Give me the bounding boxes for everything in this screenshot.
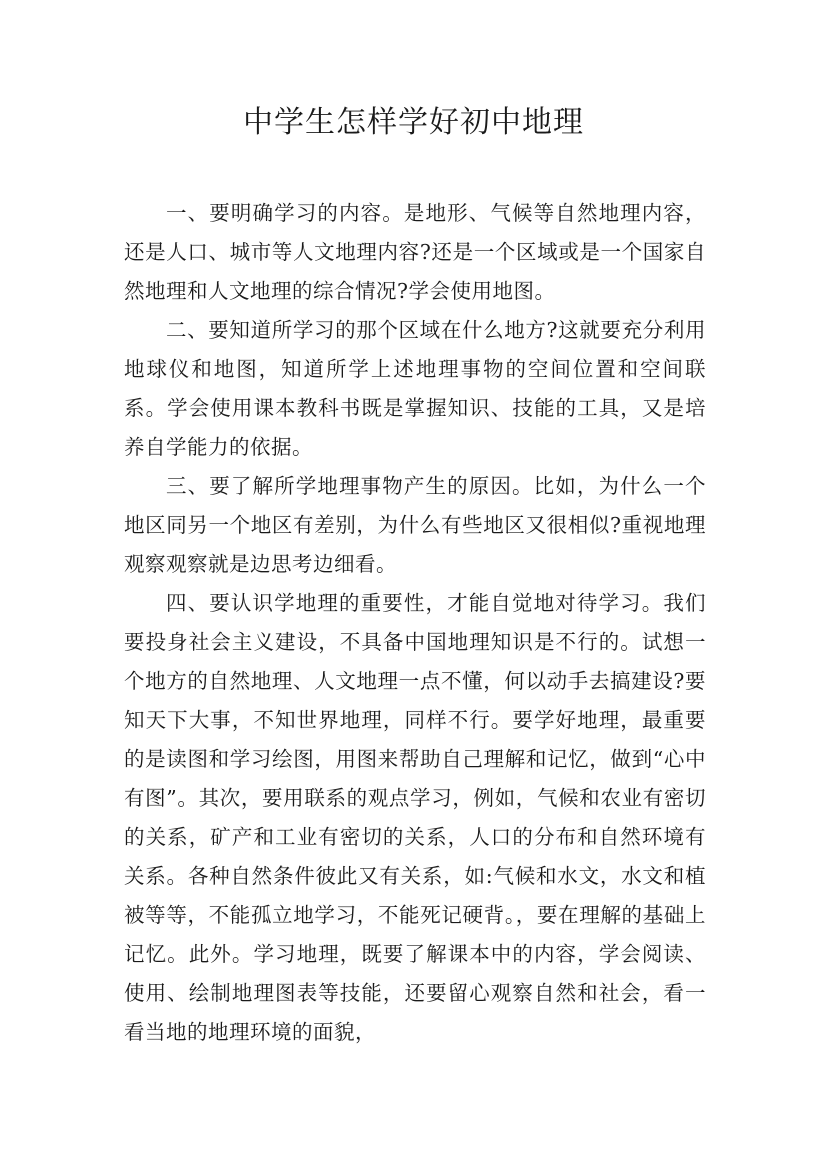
paragraph-4: 四、要认识学地理的重要性，才能自觉地对待学习。我们要投身社会主义建设，不具备中国地理知识是不行的。试想一个地方的自然地理、人文地理一点不懂，何以动手去搞建设?要知天下大事，不知世界地理，同样不行。要学好地理，最重要的是读图和学习绘图，用图来帮助自己理解和记忆，做到“心中有图”。其次，要用联系的观点学习，例如，气候和农业有密切的关系，矿产和工业有密切的关系，人口的分布和自然环境有关系。各种自然条件彼此又有关系，如:气候和水文，水文和植被等等，不能孤立地学习，不能死记硬背。，要在理解的基础上记忆。此外。学习地理，既要了解课本中的内容，学会阅读、使用、绘制地理图表等技能，还要留心观察自然和社会，看一看当地的地理环境的面貌，: [124, 591, 706, 1044]
paragraph-1: 一、要明确学习的内容。是地形、气候等自然地理内容，还是人口、城市等人文地理内容?还是一个区域或是一个国家自然地理和人文地理的综合情况?学会使用地图。: [124, 201, 706, 303]
paragraph-2: 二、要知道所学习的那个区域在什么地方?这就要充分利用地球仪和地图，知道所学上述地理事物的空间位置和空间联系。学会使用课本教科书既是掌握知识、技能的工具，又是培养自学能力的依据。: [124, 318, 706, 459]
paragraph-3: 三、要了解所学地理事物产生的原因。比如，为什么一个地区同另一个地区有差别，为什么有些地区又很相似?重视地理观察观察就是边思考边细看。: [124, 474, 706, 576]
document-body: [124, 194, 706, 1052]
document-title: 中学生怎样学好初中地理: [243, 105, 584, 140]
